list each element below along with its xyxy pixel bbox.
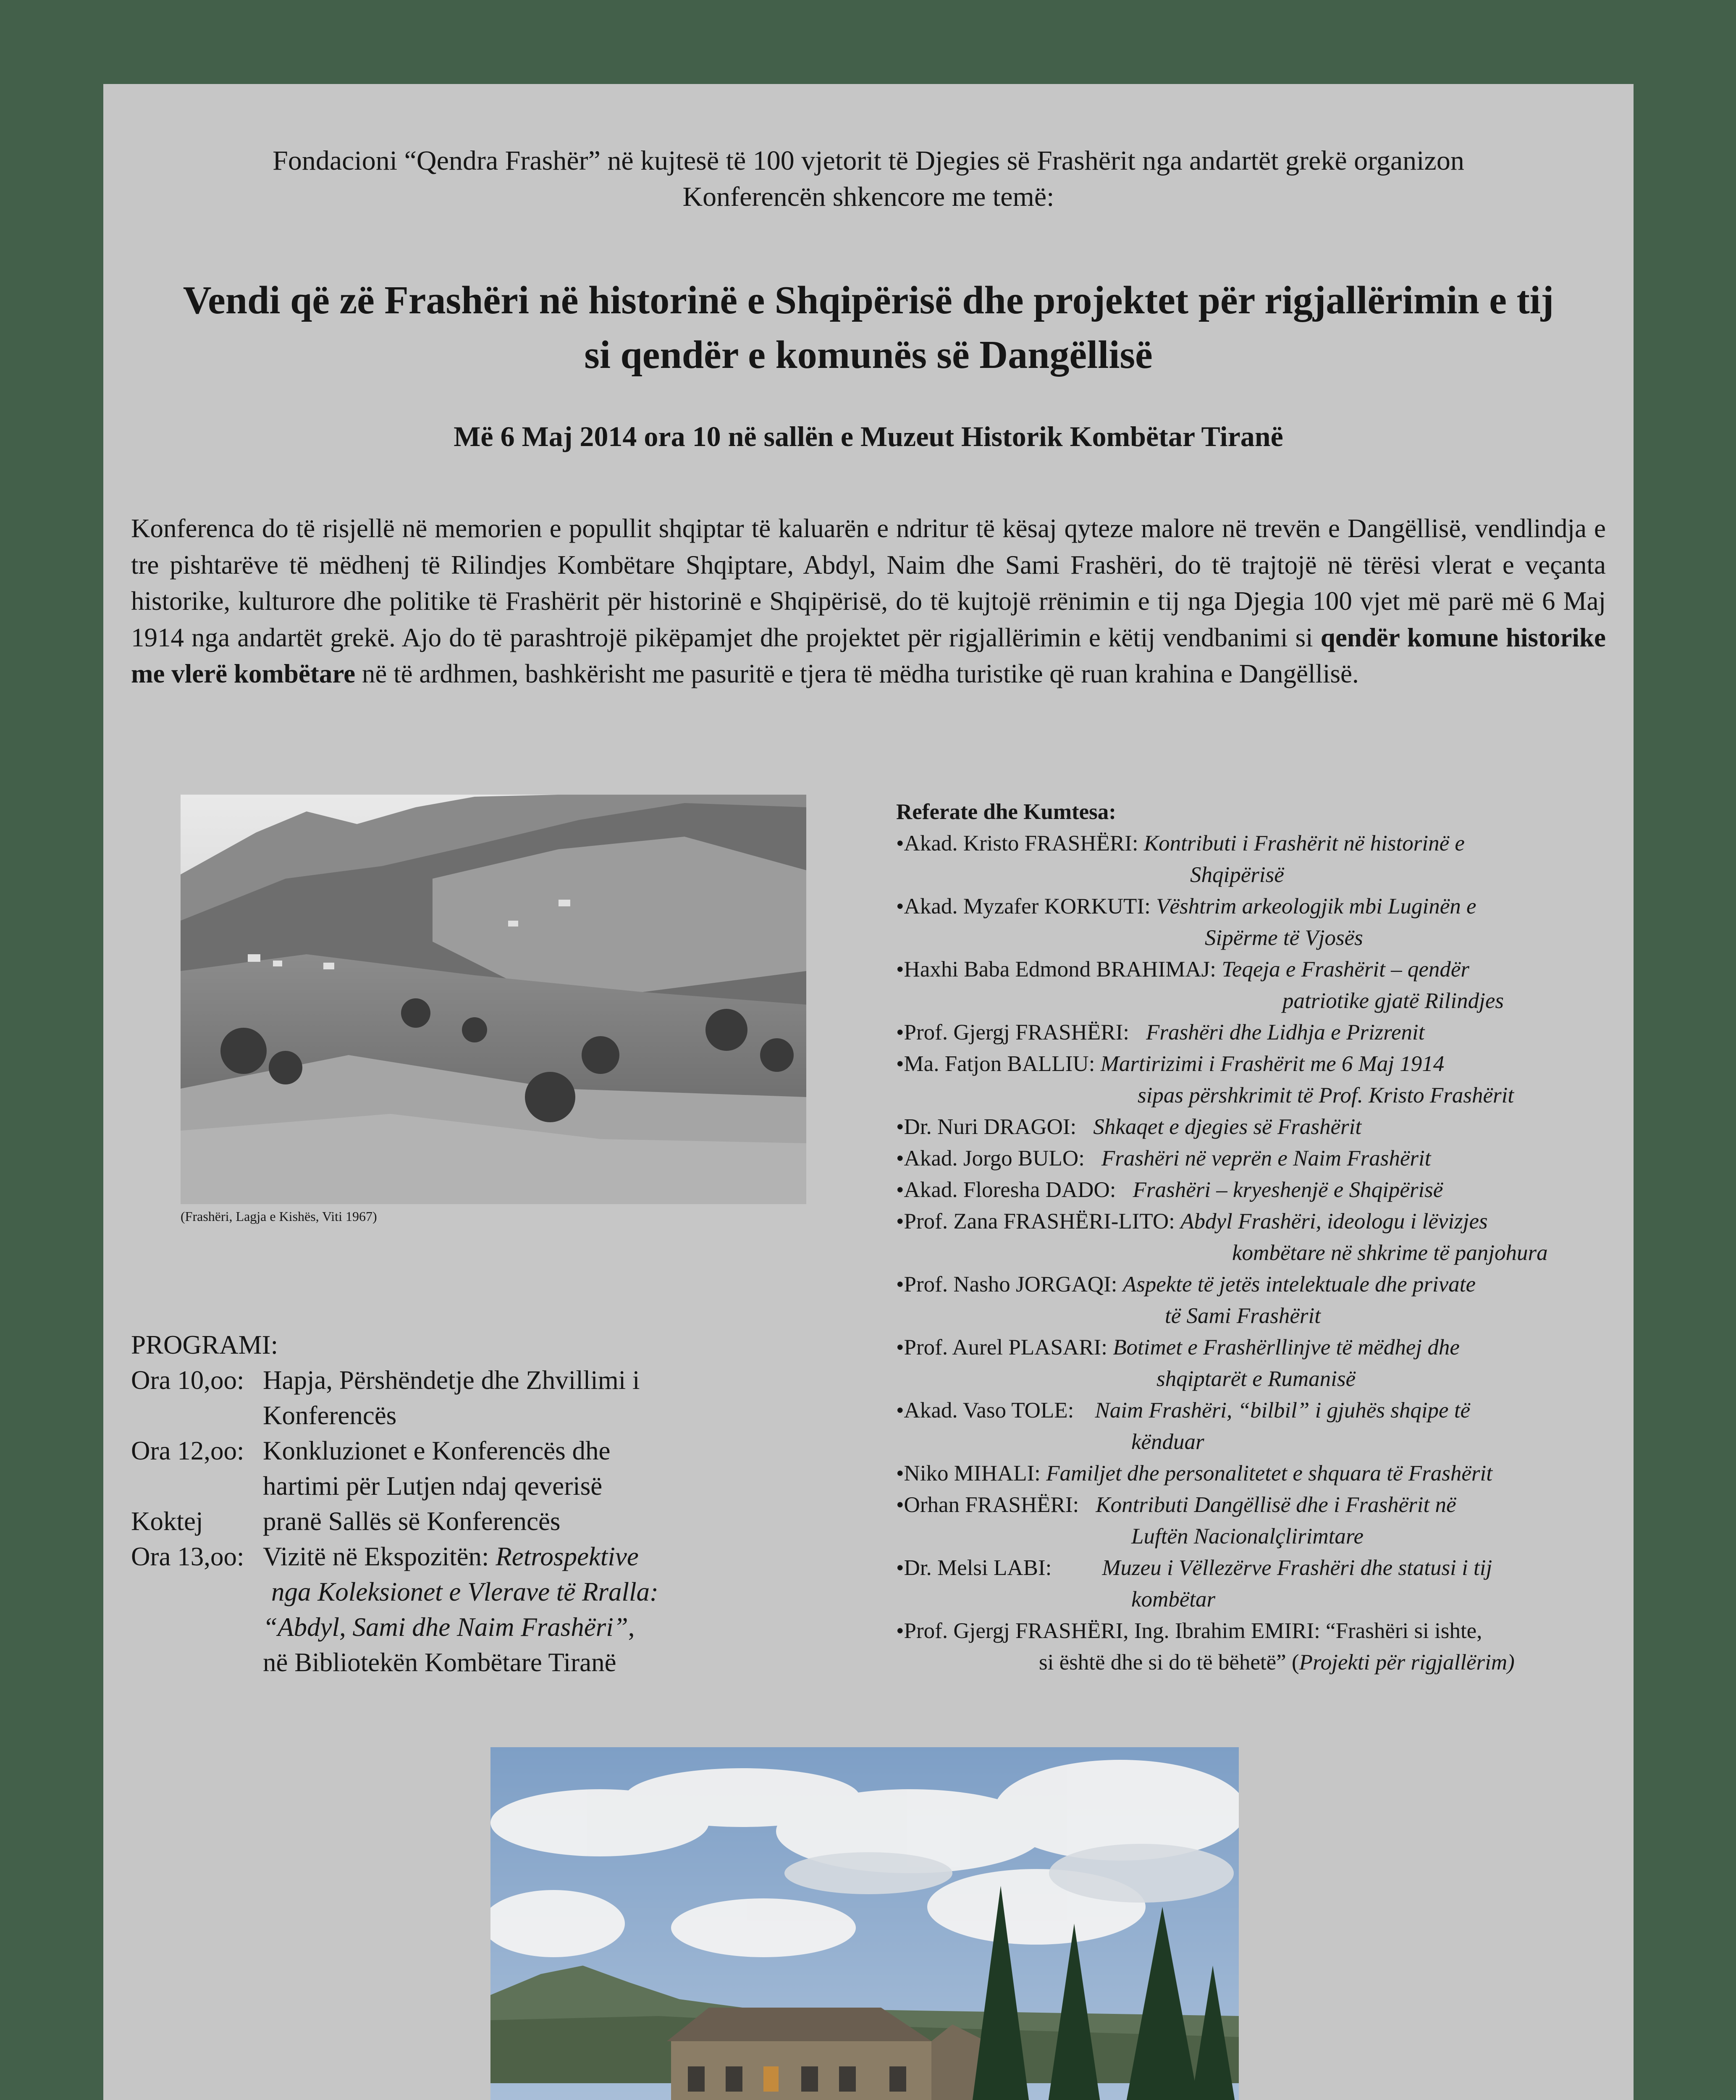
program-entry-line [263, 1609, 761, 1645]
list-item [896, 1206, 1618, 1269]
program-entry-line: nga Koleksionet e Vlerave të Rralla: [271, 1577, 658, 1606]
last-item-line-2a: si është dhe si do të bëhetë” ( [1039, 1650, 1299, 1675]
topic-title: Frashëri dhe Lidhja e Prizrenit [1146, 1020, 1425, 1045]
list-item [896, 1174, 1618, 1206]
topic-title-cont: sipas përshkrimit të Prof. Kristo Frashërit [1138, 1083, 1514, 1108]
topic-title: Aspekte të jetës intelektuale dhe private [1122, 1272, 1476, 1297]
speaker-name: •Akad. Jorgo BULO: [896, 1146, 1085, 1171]
program-entry-line: pranë Sallës së Konferencës [263, 1507, 561, 1536]
speaker-name: •Prof. Aurel PLASARI: [896, 1335, 1113, 1360]
topic-title-cont: Sipërme të Vjosës [1205, 926, 1363, 950]
intro-line-1: Fondacioni “Qendra Frashër” në kujtesë të 100 vjetorit të Djegies së Frashërit nga andartët grekë organizon [273, 145, 1464, 176]
poster-page [103, 84, 1634, 2100]
speaker-name: •Prof. Gjergj FRASHËRI: [896, 1020, 1129, 1045]
topic-title-cont: shqiptarët e Rumanisë [1156, 1367, 1356, 1391]
program-row [131, 1539, 761, 1680]
list-item [896, 954, 1618, 1017]
speaker-name: •Haxhi Baba Edmond BRAHIMAJ: [896, 957, 1222, 982]
topic-title: Abdyl Frashëri, ideologu i lëvizjes [1180, 1209, 1488, 1234]
intro-line-2: Konferencën shkencore me temë: [682, 181, 1054, 212]
topic-title-cont: të Sami Frashërit [1165, 1304, 1321, 1328]
program-heading: PROGRAMI: [131, 1330, 278, 1360]
program-entry [263, 1504, 761, 1539]
speaker-name: •Orhan FRASHËRI: [896, 1493, 1079, 1517]
program-entry-line: hartimi për Lutjen ndaj qeverisë [263, 1471, 603, 1501]
program-entry-line [263, 1539, 761, 1574]
last-item-line-1: •Prof. Gjergj FRASHËRI, Ing. Ibrahim EMIRI: “Frashëri si ishte, [896, 1619, 1482, 1643]
topic-title: Familjet dhe personalitetet e shquara të Frashërit [1046, 1461, 1492, 1486]
program-entry-italic: “Abdyl, Sami dhe Naim Frashëri” [263, 1612, 628, 1642]
topic-title-cont: kombëtare në shkrime të panjohura [1232, 1241, 1548, 1265]
title-line-2: si qendër e komunës së Dangëllisë [584, 333, 1153, 377]
topic-title: Kontributi i Frashërit në historinë e [1143, 831, 1465, 856]
topic-title-cont: Shqipërisë [1190, 863, 1284, 887]
last-item-line-2b: Projekti për rigjallërim) [1299, 1650, 1515, 1675]
program-row [131, 1433, 761, 1504]
topic-title: Naim Frashëri, “bilbil” i gjuhës shqipe të [1095, 1398, 1471, 1423]
program-time: Ora 10,oo: [131, 1365, 244, 1395]
program-entry-line: Konkluzionet e Konferencës dhe [263, 1436, 611, 1465]
program-entry-text: Vizitë në Ekspozitën: [263, 1542, 496, 1571]
last-item-line-2 [896, 1647, 1618, 1678]
speaker-name: •Ma. Fatjon BALLIU: [896, 1052, 1101, 1076]
program-time: Ora 13,oo: [131, 1542, 244, 1571]
speaker-name: •Dr. Melsi LABI: [896, 1556, 1052, 1580]
speaker-name: •Akad. Floresha DADO: [896, 1178, 1116, 1202]
program-entry-text: , [628, 1612, 635, 1642]
program-section [131, 1327, 761, 1680]
speaker-name: •Akad. Vaso TOLE: [896, 1398, 1074, 1423]
topic-title: Frashëri – kryeshenjë e Shqipërisë [1133, 1178, 1443, 1202]
program-time: Koktej [131, 1507, 203, 1536]
list-item [896, 1048, 1618, 1111]
museum-house-photo [490, 1747, 1239, 2100]
topic-title: Muzeu i Vëllezërve Frashëri dhe statusi i tij [1102, 1556, 1492, 1580]
topic-title: Martirizimi i Frashërit me 6 Maj 1914 [1100, 1052, 1445, 1076]
village-photo-1967 [181, 795, 806, 1204]
program-entry-line: Konferencës [263, 1401, 397, 1430]
list-item [896, 891, 1618, 954]
referate-list [896, 796, 1618, 1678]
program-entry [263, 1539, 761, 1680]
speaker-name: •Dr. Nuri DRAGOI: [896, 1115, 1077, 1139]
speaker-name: •Prof. Nasho JORGAQI: [896, 1272, 1123, 1297]
list-item [896, 1332, 1618, 1395]
description-bold: qendër komune historike me vlerë kombëtare [131, 622, 1606, 688]
program-row [131, 1362, 761, 1433]
topic-title-cont: kombëtar [1131, 1587, 1216, 1612]
date-line: Më 6 Maj 2014 ora 10 në sallën e Muzeut Historik Kombëtar Tiranë [454, 420, 1283, 452]
topic-title: Teqeja e Frashërit – qendër [1222, 957, 1470, 982]
topic-title-cont: patriotike gjatë Rilindjes [1282, 989, 1504, 1013]
program-entry-line: Hapja, Përshëndetje dhe Zhvillimi i [263, 1365, 640, 1395]
list-item [896, 1615, 1618, 1678]
description-part-1: Konferenca do të risjellë në memorien e popullit shqiptar të kaluarën e ndritur të kësaj qyteze malore në trevën e Dangëllisë, vendlindja e tre pishtarëve të mëdhenj të Rilindjes Kombëtare Shqiptare, Abdyl, Naim dhe Sami Frashëri, do të trajtojë në tërësi vlerat e veçanta historike, kulturore dhe politike të Frashërit për historinë e Shqipërisë, do të kujtojë rrënimin e tij nga Djegia 100 vjet më parë më 6 Maj 1914 nga andartët grekë. Ajo do të parashtrojë pikëpamjet dhe projektet për rigjallërimin e këtij vendbanimi si [131, 514, 1606, 652]
speaker-name: •Akad. Kristo FRASHËRI: [896, 831, 1144, 856]
topic-title: Vështrim arkeologjik mbi Luginën e [1156, 894, 1476, 919]
topic-title: Shkaqet e djegies së Frashërit [1093, 1115, 1362, 1139]
list-item [896, 1111, 1618, 1143]
list-item [896, 828, 1618, 891]
conference-title [103, 273, 1634, 382]
list-item [896, 1395, 1618, 1458]
photo1-caption: (Frashëri, Lagja e Kishës, Viti 1967) [181, 1209, 377, 1224]
title-line-1: Vendi që zë Frashëri në historinë e Shqipërisë dhe projektet për rigjallërimin e tij [183, 278, 1554, 322]
list-item [896, 1489, 1618, 1552]
intro-text [103, 143, 1634, 215]
program-entry-line: në Bibliotekën Kombëtare Tiranë [263, 1648, 616, 1677]
topic-title-cont: kënduar [1131, 1430, 1204, 1454]
description-paragraph [131, 510, 1606, 692]
program-entry [263, 1433, 761, 1504]
topic-title: Botimet e Frashërllinjve të mëdhej dhe [1113, 1335, 1460, 1360]
speaker-name: •Prof. Zana FRASHËRI-LITO: [896, 1209, 1181, 1234]
program-entry [263, 1362, 761, 1433]
description-part-2: në të ardhmen, bashkërisht me pasuritë e tjera të mëdha turistike që ruan krahina e Dangëllisë. [355, 659, 1359, 688]
list-item [896, 1552, 1618, 1615]
list-item [896, 1143, 1618, 1174]
topic-title-cont: Luftën Nacionalçlirimtare [1131, 1524, 1364, 1549]
program-time: Ora 12,oo: [131, 1436, 244, 1465]
topic-title: Kontributi Dangëllisë dhe i Frashërit në [1096, 1493, 1456, 1517]
program-row [131, 1504, 761, 1539]
list-item [896, 1269, 1618, 1332]
program-entry-italic: Retrospektive [496, 1542, 639, 1571]
speaker-name: •Niko MIHALI: [896, 1461, 1046, 1486]
referate-heading: Referate dhe Kumtesa: [896, 800, 1116, 824]
speaker-name: •Akad. Myzafer KORKUTI: [896, 894, 1156, 919]
list-item [896, 1458, 1618, 1489]
list-item [896, 1017, 1618, 1048]
topic-title: Frashëri në veprën e Naim Frashërit [1101, 1146, 1431, 1171]
